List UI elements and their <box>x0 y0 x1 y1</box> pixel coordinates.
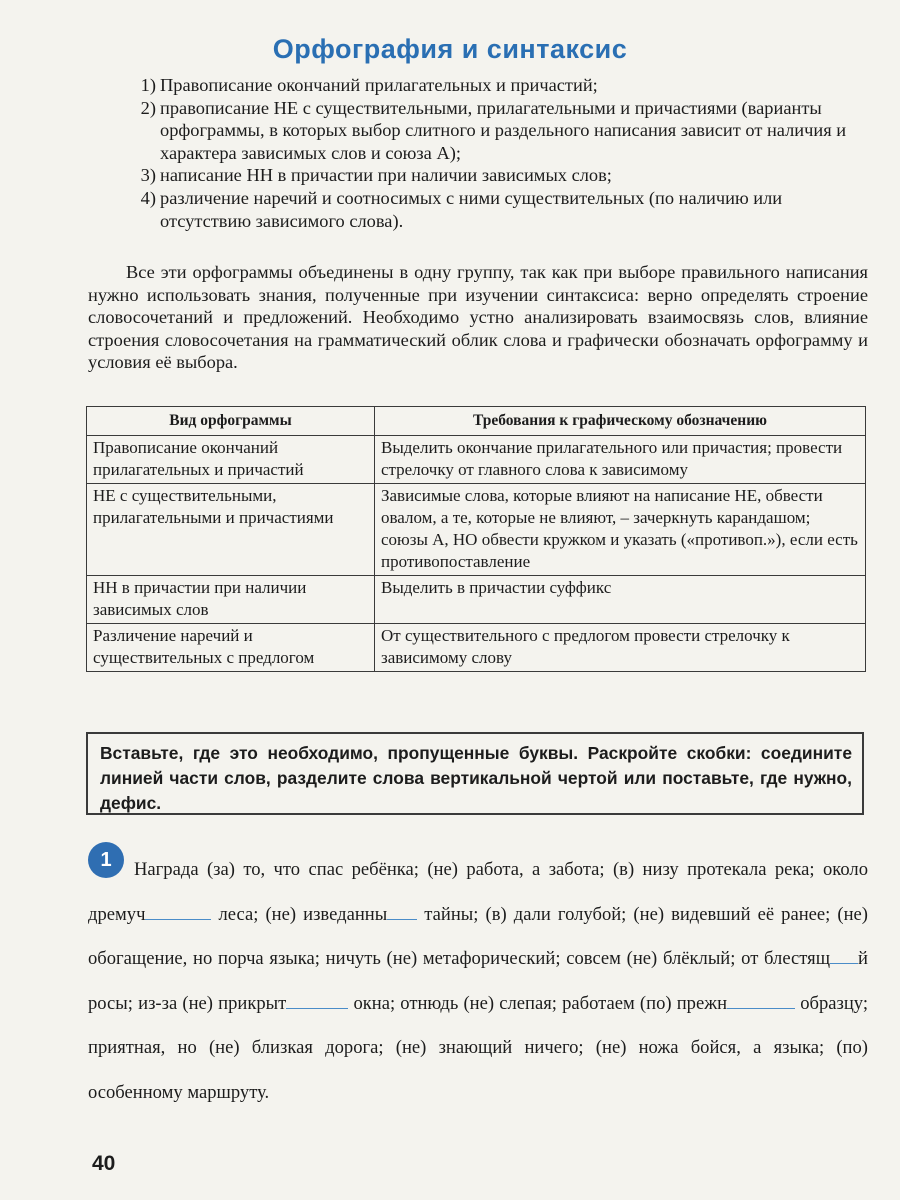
table-header-requirements: Требования к графическому обозначению <box>375 407 866 436</box>
table-cell-kind: Различение наречий и существительных с предлогом <box>87 624 375 672</box>
exercise-segment: тайны; (в) дали голубой; (не) видевший её ранее; (не) обогащение, но порча языка; ничуть (не) метафорический; совсем (не) блёклый; от блестящ <box>88 903 868 970</box>
exercise-segment: образцу; приятная, но (не) близкая дорога; (не) знающий ничего; (не) ножа бойся, а языка; (по) особенному маршруту. <box>88 992 869 1103</box>
blank-field[interactable] <box>145 901 211 920</box>
table-cell-kind: НЕ с существительными, прилагательными и причастиями <box>87 484 375 576</box>
table-cell-requirements: Выделить окончание прилагательного или причастия; провести стрелочку от главного слова к зависимому <box>375 436 866 484</box>
table-cell-kind: Правописание окончаний прилагательных и причастий <box>87 436 375 484</box>
rules-list <box>128 74 868 232</box>
table-cell-requirements: От существительного с предлогом провести стрелочку к зависимому слову <box>375 624 866 672</box>
rule-text: Правописание окончаний прилагательных и причастий; <box>160 75 598 95</box>
blank-field[interactable] <box>727 990 795 1009</box>
table-row <box>87 484 866 576</box>
table-row <box>87 436 866 484</box>
rule-item <box>128 74 868 97</box>
table-header-row <box>87 407 866 436</box>
exercise-segment: окна; отнюдь (не) слепая; работаем (по) прежн <box>348 992 728 1014</box>
rule-text: написание НН в причастии при наличии зависимых слов; <box>160 165 612 186</box>
intro-paragraph: Все эти орфограммы объединены в одну группу, так как при выборе правильного написания нужно использовать знания, полученные при изучении синтаксиса: верно определять строение словосочетаний и предложений. Необходимо устно анализировать взаимосвязь слов, влияние строения словосочетания на грамматический облик слова и графически обозначать орфограмму и условия её выбора. <box>88 262 868 373</box>
table-cell-requirements: Выделить в причастии суффикс <box>375 576 866 624</box>
exercise-segment: леса; (не) изведанны <box>211 903 388 925</box>
spelling-table <box>86 406 866 672</box>
table-row <box>87 624 866 672</box>
rule-item <box>128 97 868 165</box>
rule-text: правописание НЕ с существительными, прилагательными и причастиями (варианты орфограммы, в которых выбор слитного и раздельного написания зависит от наличия и характера зависимых слов и союза А); <box>160 97 847 163</box>
table-cell-requirements: Зависимые слова, которые влияют на написание НЕ, обвести овалом, а те, которые не влияют, – зачеркнуть карандашом; союзы А, НО обвести кружком и указать («противоп.»), если есть противопоставление <box>375 484 866 576</box>
blank-field[interactable] <box>387 901 417 920</box>
exercise-segment: й росы; из-за (не) прикрыт <box>88 948 868 1014</box>
rule-number: 2) <box>140 97 156 118</box>
page-number: 40 <box>92 1152 116 1175</box>
table-row <box>87 576 866 624</box>
rule-item <box>128 164 868 187</box>
task-instruction-text: Вставьте, где это необходимо, пропущенные буквы. Раскройте скобки: соедините линией части слов, разделите слова вертикальной чертой или поставьте, где нужно, дефис. <box>100 743 852 813</box>
rule-text: различение наречий и соотносимых с ними существительных (по наличию или отсутствию зависимого слова). <box>160 187 783 231</box>
page-title: Орфография и синтаксис <box>272 34 628 64</box>
blank-field[interactable] <box>830 945 858 964</box>
rule-number: 3) <box>140 165 156 186</box>
rule-number: 1) <box>140 75 156 95</box>
task-instruction-box <box>86 732 864 815</box>
rule-number: 4) <box>140 187 156 208</box>
exercise-segment: Награда (за) то, что спас ребёнка; (не) работа, а забота; (в) низу протекала река; около дремуч <box>88 859 868 925</box>
rule-item <box>128 187 868 232</box>
exercise-number-badge: 1 <box>88 842 124 878</box>
table-header-kind: Вид орфограммы <box>87 407 375 436</box>
exercise-text <box>88 848 868 1116</box>
blank-field[interactable] <box>286 990 348 1009</box>
table-cell-kind: НН в причастии при наличии зависимых слов <box>87 576 375 624</box>
